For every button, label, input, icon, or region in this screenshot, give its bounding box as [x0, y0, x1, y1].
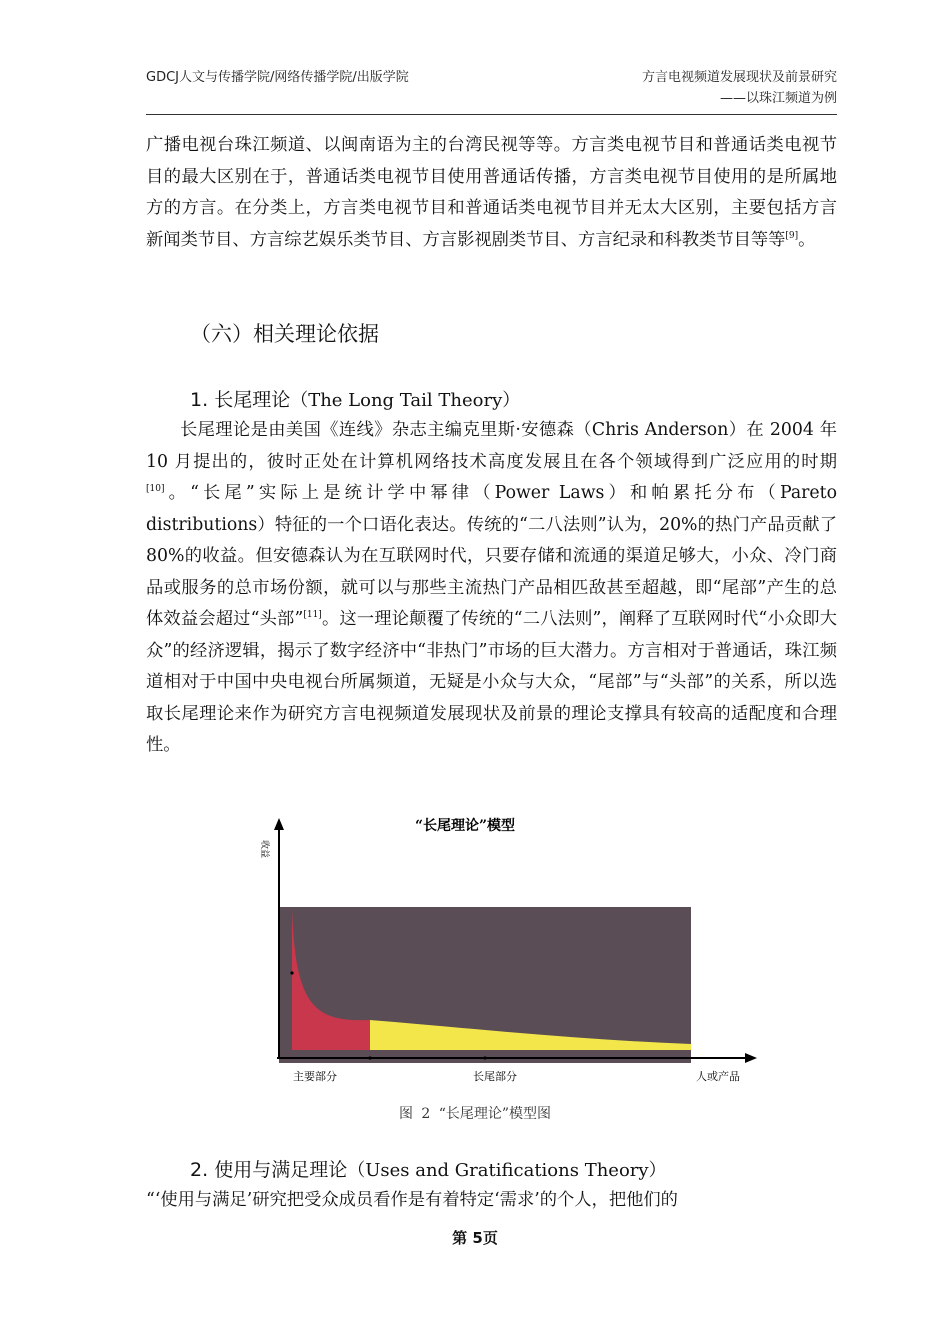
x-axis-label: 人或产品 — [696, 1070, 740, 1083]
header-left: GDCJ人文与传播学院/网络传播学院/出版学院 — [146, 70, 409, 85]
long-tail-text-1: 长尾理论是由美国《连线》杂志主编克里斯·安德森（Chris Anderson）在 2004 年 10 月提出的，彼时正处在计算机网络技术高度发展且在各个领域得到广泛应用的时期 — [146, 420, 837, 472]
header-subtitle: ——以珠江频道为例 — [719, 91, 837, 106]
subsection-1-heading — [190, 385, 520, 412]
long-tail-figure — [255, 808, 765, 1093]
long-tail-paragraph — [146, 415, 837, 762]
citation-11: [11] — [303, 610, 322, 620]
section-heading: （六）相关理论依据 — [190, 322, 379, 346]
subsection-2-title-en: （Uses and Gratifications Theory） — [347, 1160, 667, 1181]
x-label-tail: 长尾部分 — [473, 1070, 517, 1083]
y-axis-label: 收益 — [259, 840, 269, 859]
figure-title: “长尾理论”模型 — [414, 818, 516, 834]
page-number: 第 5页 — [452, 1229, 498, 1247]
subsection-2-heading — [190, 1155, 667, 1182]
header-rule — [146, 114, 837, 115]
long-tail-text-2: 。“长尾”实际上是统计学中幂律（Power Laws）和帕累托分布（Pareto distributions）特征的一个口语化表达。传统的“二八法则”认为，20%的热门产品贡献了 80%的收益。但安德森认为在互联网时代，只要存储和流通的渠道足够大，小众、冷门商品或服务的总市场份额，就可以与那些主流热门产品相匹敌甚至超越，即“尾部”产生的总体效益会超过“头部” — [146, 483, 837, 629]
x-label-head: 主要部分 — [293, 1070, 337, 1083]
uses-gratifications-paragraph: “‘使用与满足’研究把受众成员看作是有着特定‘需求’的个人，把他们的 — [146, 1190, 678, 1210]
header-title: 方言电视频道发展现状及前景研究 — [641, 70, 837, 85]
intro-tail: 。 — [798, 229, 816, 250]
intro-text: 广播电视台珠江频道、以闽南语为主的台湾民视等等。方言类电视节目和普通话类电视节目的最大区别在于，普通话类电视节目使用普通话传播，方言类电视节目使用的是所属地方的方言。在分类上，方言类电视节目和普通话类电视节目并无太大区别，主要包括方言新闻类节目、方言综艺娱乐类节目、方言影视剧类节目、方言纪录和科教类节目等等 — [146, 135, 837, 250]
subsection-2-number: 2. — [190, 1159, 209, 1181]
long-tail-text-3: 。这一理论颠覆了传统的“二八法则”，阐释了互联网时代“小众即大众”的经济逻辑，揭示了数字经济中“非热门”市场的巨大潜力。方言相对于普通话，珠江频道相对于中国中央电视台所属频道，无疑是小众与大众，“尾部”与“头部”的关系，所以选取长尾理论来作为研究方言电视频道发展现状及前景的理论支撑具有较高的适配度和合理性。 — [146, 609, 838, 755]
subsection-2-title-cn: 使用与满足理论 — [214, 1159, 348, 1181]
subsection-1-title-cn: 长尾理论 — [214, 389, 291, 411]
subsection-1-title-en: （The Long Tail Theory） — [290, 390, 521, 411]
citation-9: [9] — [785, 230, 799, 241]
citation-10: [10] — [146, 484, 165, 494]
axis-tick-dot — [483, 1056, 486, 1059]
x-axis-arrow — [745, 1053, 757, 1063]
subsection-1-number: 1. — [190, 389, 209, 411]
intro-paragraph — [146, 130, 837, 256]
axis-tick-dot — [290, 971, 293, 974]
figure-caption: 图 2 “长尾理论”模型图 — [398, 1106, 552, 1122]
axis-tick-dot — [368, 1056, 371, 1059]
y-axis-arrow — [274, 818, 284, 830]
